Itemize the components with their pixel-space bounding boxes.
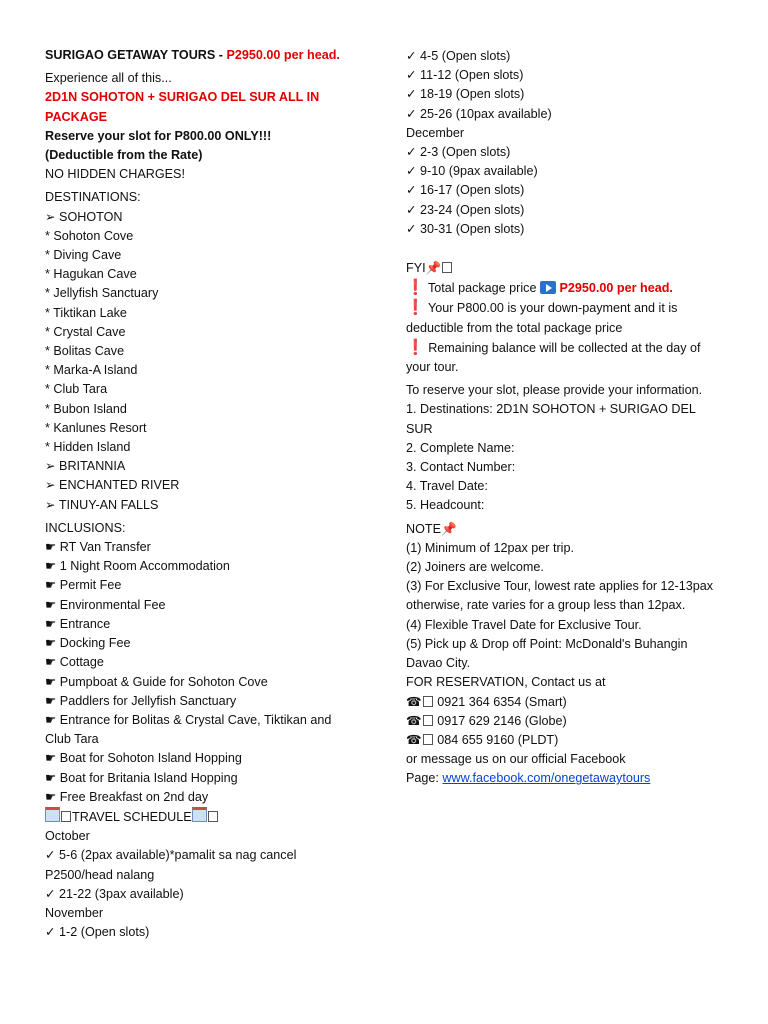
list-item: ➢ SOHOTON — [45, 209, 123, 224]
pushpin-icon: 📌 — [425, 261, 442, 276]
reserve-field: 4. Travel Date: — [406, 479, 488, 494]
phone-icon: ☎ — [406, 713, 422, 728]
reserve-field: 5. Headcount: — [406, 498, 485, 513]
month-december: December — [406, 125, 465, 140]
list-item: * Bolitas Cave — [45, 344, 125, 359]
note-heading: NOTE📌 — [406, 521, 457, 536]
list-item: * Marka-A Island — [45, 363, 138, 378]
destinations-heading: DESTINATIONS: — [45, 190, 141, 205]
placeholder-box-icon — [423, 715, 433, 726]
exclamation-icon: ❗ — [406, 279, 425, 297]
schedule-item: ✓ 4-5 (Open slots) — [406, 49, 511, 63]
note-item: (1) Minimum of 12pax per trip. — [406, 540, 574, 555]
inclusions-heading: INCLUSIONS: — [45, 520, 126, 535]
tour-title: SURIGAO GETAWAY TOURS — [45, 48, 216, 62]
note-item: (3) For Exclusive Tour, lowest rate applies for 12-13pax otherwise, rate varies for a group less than 12pax. — [406, 579, 714, 613]
schedule-item: P2500/head nalang — [45, 867, 155, 882]
placeholder-box-icon — [442, 262, 452, 273]
title-line: SURIGAO GETAWAY TOURS - P2950.00 per head. — [45, 48, 340, 62]
phone-line: ☎ 0921 364 6354 (Smart) — [406, 694, 567, 709]
exclamation-icon: ❗ — [406, 338, 425, 356]
list-item: ☛ Boat for Britania Island Hopping — [45, 770, 238, 785]
package-title-1: 2D1N SOHOTON + SURIGAO DEL SUR ALL IN — [45, 90, 320, 105]
schedule-item: ✓ 18-19 (Open slots) — [406, 87, 525, 102]
list-item: ☛ Entrance for Bolitas & Crystal Cave, Tiktikan and — [45, 712, 332, 727]
list-item: ☛ Paddlers for Jellyfish Sanctuary — [45, 693, 237, 708]
calendar-icon — [45, 807, 60, 822]
phone-icon: ☎ — [406, 694, 422, 709]
schedule-item: ✓ 1-2 (Open slots) — [45, 925, 150, 940]
schedule-item: ✓ 21-22 (3pax available) — [45, 886, 184, 901]
note-item: (5) Pick up & Drop off Point: McDonald's Buhangin Davao City. — [406, 636, 688, 671]
price-highlight: P2950.00 per head. — [226, 48, 340, 62]
reserve-field: 2. Complete Name: — [406, 440, 515, 455]
list-item: ➢ ENCHANTED RIVER — [45, 478, 180, 493]
list-item: * Club Tara — [45, 382, 108, 397]
inclusions-list — [45, 538, 375, 807]
list-item: * Jellyfish Sanctuary — [45, 286, 159, 301]
placeholder-box-icon — [423, 696, 433, 707]
schedule-item: ✓ 25-26 (10pax available) — [406, 106, 552, 121]
fyi-heading: FYI📌 — [406, 259, 724, 278]
reserve-offer: Reserve your slot for P800.00 ONLY!!! — [45, 128, 272, 143]
facebook-page-line: Page: www.facebook.com/onegetawaytours — [406, 771, 651, 786]
list-item: * Diving Cave — [45, 248, 122, 263]
note-item: (2) Joiners are welcome. — [406, 560, 544, 575]
note-item: (4) Flexible Travel Date for Exclusive Tour. — [406, 617, 642, 632]
list-item: ☛ Permit Fee — [45, 578, 122, 593]
placeholder-box-icon — [208, 811, 218, 822]
reserve-field: 3. Contact Number: — [406, 460, 516, 475]
list-item: * Sohoton Cove — [45, 228, 134, 243]
intro-text: Experience all of this... — [45, 71, 172, 86]
contact-heading: FOR RESERVATION, Contact us at — [406, 675, 606, 690]
list-item: * Hagukan Cave — [45, 267, 137, 282]
deductible-note: (Deductible from the Rate) — [45, 148, 203, 163]
phone-icon: ☎ — [406, 732, 422, 747]
exclamation-icon: ❗ — [406, 299, 425, 317]
list-item: * Tiktikan Lake — [45, 305, 127, 320]
play-arrow-icon — [540, 281, 556, 294]
list-item: ☛ Entrance — [45, 616, 111, 631]
facebook-text: or message us on our official Facebook — [406, 752, 626, 767]
schedule-item: ✓ 5-6 (2pax available)*pamalit sa nag cancel — [45, 848, 297, 863]
schedule-item: ✓ 16-17 (Open slots) — [406, 183, 525, 198]
list-item: ☛ Boat for Sohoton Island Hopping — [45, 751, 242, 766]
phone-line: ☎ 084 655 9160 (PLDT) — [406, 732, 559, 747]
schedule-heading: TRAVEL SCHEDULE — [45, 807, 375, 827]
left-column — [45, 46, 375, 942]
facebook-link[interactable]: www.facebook.com/onegetawaytours — [442, 771, 651, 786]
list-item: ☛ Docking Fee — [45, 636, 131, 651]
right-column — [406, 47, 724, 789]
schedule-item: ✓ 23-24 (Open slots) — [406, 202, 525, 217]
package-title-2: PACKAGE — [45, 109, 108, 124]
fyi-downpayment: ❗ Your P800.00 is your down-payment and it is deductible from the total package price — [406, 299, 678, 335]
list-item: ☛ RT Van Transfer — [45, 540, 151, 555]
list-item: * Hidden Island — [45, 440, 131, 455]
fyi-balance: ❗ Remaining balance will be collected at the day of your tour. — [406, 338, 701, 375]
reserve-intro: To reserve your slot, please provide your information. — [406, 383, 703, 398]
no-hidden-charges: NO HIDDEN CHARGES! — [45, 167, 185, 182]
list-item: ➢ TINUY-AN FALLS — [45, 497, 159, 512]
list-item: * Bubon Island — [45, 401, 127, 416]
list-item: ☛ 1 Night Room Accommodation — [45, 559, 230, 574]
placeholder-box-icon — [61, 811, 71, 822]
reserve-field: 1. Destinations: 2D1N SOHOTON + SURIGAO DEL SUR — [406, 402, 696, 436]
list-item: * Crystal Cave — [45, 324, 126, 339]
destinations-list — [45, 208, 375, 515]
schedule-item: ✓ 11-12 (Open slots) — [406, 68, 524, 83]
list-item: * Kanlunes Resort — [45, 420, 147, 435]
list-item: Club Tara — [45, 732, 99, 747]
schedule-item: ✓ 2-3 (Open slots) — [406, 145, 511, 160]
phone-line: ☎ 0917 629 2146 (Globe) — [406, 713, 567, 728]
list-item: ☛ Cottage — [45, 655, 104, 670]
placeholder-box-icon — [423, 734, 433, 745]
month-october: October — [45, 829, 90, 844]
calendar-icon — [192, 807, 207, 822]
month-november: November — [45, 905, 104, 920]
list-item: ➢ BRITANNIA — [45, 459, 126, 474]
list-item: ☛ Pumpboat & Guide for Sohoton Cove — [45, 674, 268, 689]
pushpin-icon: 📌 — [440, 521, 457, 536]
fyi-total-line: ❗ Total package price P2950.00 per head. — [406, 279, 673, 297]
list-item: ☛ Free Breakfast on 2nd day — [45, 789, 209, 804]
schedule-item: ✓ 30-31 (Open slots) — [406, 221, 525, 236]
list-item: ☛ Environmental Fee — [45, 597, 166, 612]
schedule-item: ✓ 9-10 (9pax available) — [406, 164, 538, 179]
